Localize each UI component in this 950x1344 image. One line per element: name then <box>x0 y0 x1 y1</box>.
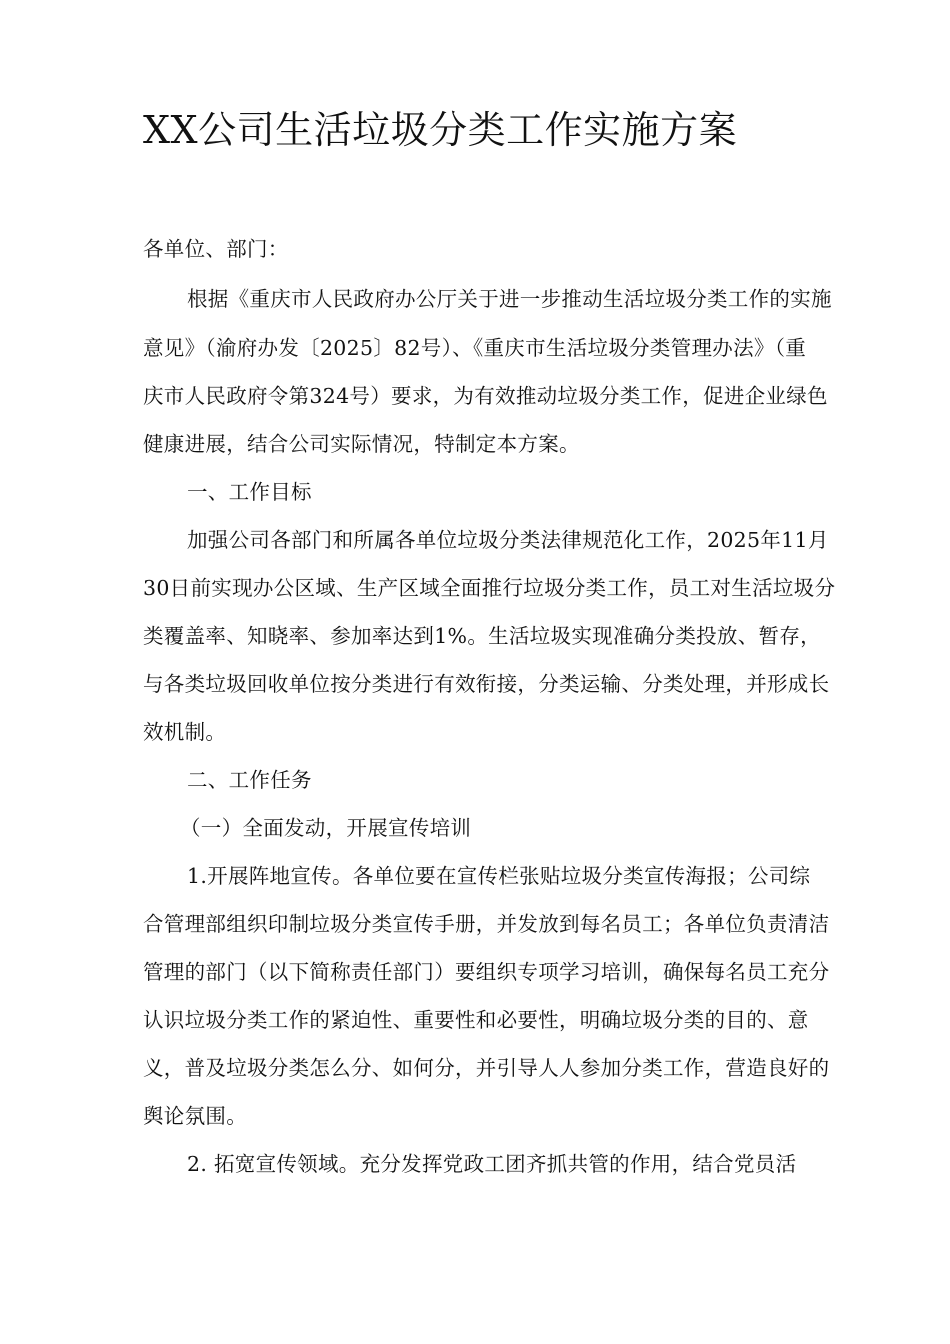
item1-line: 义，普及垃圾分类怎么分、如何分，并引导人人参加分类工作，营造良好的 <box>143 1056 830 1080</box>
item1-line: 舆论氛围。 <box>143 1104 247 1128</box>
item1-line: 认识垃圾分类工作的紧迫性、重要性和必要性，明确垃圾分类的目的、意 <box>143 1008 809 1032</box>
intro-line: 庆市人民政府令第324号）要求，为有效推动垃圾分类工作，促进企业绿色 <box>143 384 828 408</box>
goals-line: 与各类垃圾回收单位按分类进行有效衔接，分类运输、分类处理，并形成长 <box>143 672 830 696</box>
goals-line: 加强公司各部门和所属各单位垃圾分类法律规范化工作，2025年11月 <box>187 528 829 552</box>
section-heading-tasks: 二、工作任务 <box>187 768 312 792</box>
goals-line: 类覆盖率、知晓率、参加率达到1%。生活垃圾实现准确分类投放、暂存， <box>143 624 821 648</box>
section-heading-goals: 一、工作目标 <box>187 480 312 504</box>
subsection-heading: （一）全面发动，开展宣传培训 <box>180 816 472 840</box>
intro-line: 健康进展，结合公司实际情况，特制定本方案。 <box>143 432 580 456</box>
item1-line: 1.开展阵地宣传。各单位要在宣传栏张贴垃圾分类宣传海报；公司综 <box>187 864 811 888</box>
salutation: 各单位、部门： <box>143 237 289 261</box>
goals-line: 30日前实现办公区域、生产区域全面推行垃圾分类工作，员工对生活垃圾分 <box>143 576 836 600</box>
intro-line: 意见》（渝府办发〔2025〕82号）、《重庆市生活垃圾分类管理办法》（重 <box>143 336 807 360</box>
item1-line: 管理的部门（以下简称责任部门）要组织专项学习培训，确保每名员工充分 <box>143 960 830 984</box>
document-title: XX公司生活垃圾分类工作实施方案 <box>143 108 738 152</box>
item2-line: 2. 拓宽宣传领域。充分发挥党政工团齐抓共管的作用，结合党员活 <box>187 1152 797 1176</box>
item1-line: 合管理部组织印制垃圾分类宣传手册，并发放到每名员工；各单位负责清洁 <box>143 912 830 936</box>
goals-line: 效机制。 <box>143 720 227 744</box>
intro-line: 根据《重庆市人民政府办公厅关于进一步推动生活垃圾分类工作的实施 <box>187 287 832 311</box>
